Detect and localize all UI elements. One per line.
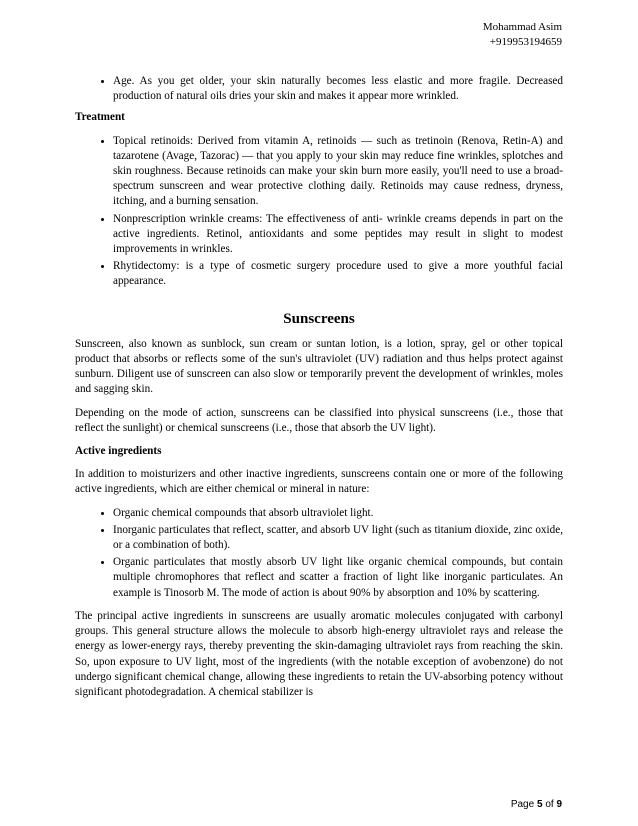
list-item: • Organic chemical compounds that absorb ultraviolet light.: [113, 506, 563, 521]
intro-bullet-list: [75, 74, 563, 104]
page-label: Page: [510, 799, 535, 810]
page-footer: [511, 799, 562, 810]
list-item: • Topical retinoids: Derived from vitamin A, retinoids — such as tretinoin (Renova, Retin-A) and tazarotene (Avage, Tazorac) — that you apply to your skin may reduce fine wrinkles, splotches and skin roughness. Because retinoids can make your skin burn more easily, you'll need to use a broad-spectrum sunscreen and wear protective clothing daily. Retinoids may cause redness, dryness, itching, and a burning sensation.: [113, 134, 563, 210]
list-item: • Nonprescription wrinkle creams: The effectiveness of anti- wrinkle creams depends in part on the active ingredients. Retinol, antioxidants and some peptides may result in slight to modest improvements in wrinkles.: [113, 212, 563, 258]
author-phone: +919953194659: [489, 36, 562, 48]
author-name: Mohammad Asim: [482, 21, 562, 33]
sunscreens-paragraph-4: The principal active ingredients in sunscreens are usually aromatic molecules conjugated with carbonyl groups. This general structure allows the molecule to absorb high-energy ultraviolet rays and release the energy as lower-energy rays, thereby preventing the skin-damaging ultraviolet rays from reaching the skin. So, upon exposure to UV light, most of the ingredients (with the notable exception of avobenzone) do not undergo significant chemical change, allowing these ingredients to retain the UV-absorbing potency without significant photodegradation. A chemical stabilizer is: [75, 609, 563, 698]
treatment-bullet-list: [75, 134, 563, 290]
sunscreens-paragraph-2: Depending on the mode of action, sunscreens can be classified into physical sunscreens (i.e., those that reflect the sunlight) or chemical sunscreens (i.e., those that absorb the UV light).: [75, 406, 563, 434]
list-item: • Age. As you get older, your skin naturally becomes less elastic and more fragile. Decreased production of natural oils dries your skin and makes it appear more wrinkled.: [113, 74, 563, 104]
page-header: [483, 20, 562, 50]
sunscreens-title: Sunscreens: [283, 310, 355, 327]
list-item: • Organic particulates that mostly absorb UV light like organic chemical compounds, but contain multiple chromophores that reflect and scatter a fraction of light like inorganic particulates. An example is Tinosorb M. The mode of action is about 90% by absorption and 10% by scattering.: [113, 555, 563, 601]
page-content: [75, 74, 563, 708]
active-ingredients-list: [75, 506, 563, 601]
list-item: • Inorganic particulates that reflect, scatter, and absorb UV light (such as titanium dioxide, zinc oxide, or a combination of both).: [113, 523, 563, 553]
current-page-number: 5: [536, 799, 543, 810]
active-ingredients-heading: Active ingredients: [75, 445, 162, 458]
total-pages-number: 9: [556, 799, 562, 810]
sunscreens-paragraph-3: In addition to moisturizers and other inactive ingredients, sunscreens contain one or more of the following active ingredients, which are either chemical or mineral in nature:: [75, 468, 563, 496]
list-item: • Rhytidectomy: is a type of cosmetic surgery procedure used to give a more youthful facial appearance.: [113, 259, 563, 289]
of-label: of: [545, 799, 554, 810]
sunscreens-paragraph-1: Sunscreen, also known as sunblock, sun cream or suntan lotion, is a lotion, spray, gel or other topical product that absorbs or reflects some of the sun's ultraviolet (UV) radiation and thus helps protect against sunburn. Diligent use of sunscreen can also slow or temporarily prevent the development of wrinkles, moles and sagging skin.: [75, 337, 563, 396]
treatment-heading: Treatment: [75, 111, 125, 124]
